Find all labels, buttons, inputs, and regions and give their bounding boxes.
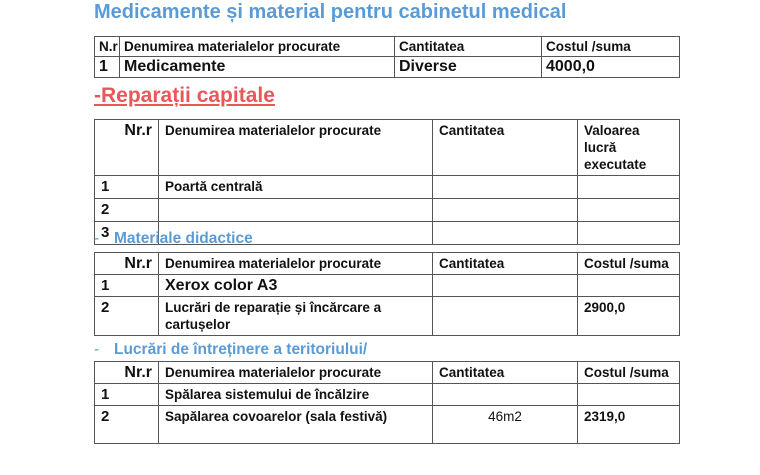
section-title-intretinere [94, 341, 367, 359]
cell-cost: 2900,0 [578, 297, 680, 336]
section-title-medicamente: Medicamente și material pentru cabinetul medical [94, 1, 567, 23]
cell-cost [578, 384, 680, 406]
cell-nr: 2 [95, 406, 159, 444]
cell-cost [578, 275, 680, 297]
section-title-didactice [94, 230, 253, 248]
section-title-text: Lucrări de întreținere a teritoriului/ [114, 341, 368, 358]
cell-nr: 2 [95, 199, 159, 222]
header-denumirea: Denumirea materialelor procurate [159, 120, 433, 176]
cell-nr: 1 [95, 176, 159, 199]
cell-qty [433, 384, 578, 406]
header-nr: Nr.r [95, 120, 159, 176]
table-intretinere [94, 361, 680, 444]
cell-qty: Diverse [395, 57, 542, 78]
cell-nr: 2 [95, 297, 159, 336]
cell-qty [433, 275, 578, 297]
cell-cost: 4000,0 [542, 57, 680, 78]
table-row [95, 384, 680, 406]
cell-cost [578, 199, 680, 222]
cell-cost: 2319,0 [578, 406, 680, 444]
header-cantitatea: Cantitatea [433, 120, 578, 176]
table-row [95, 275, 680, 297]
cell-qty [433, 297, 578, 336]
header-cantitatea: Cantitatea [433, 253, 578, 275]
cell-qty [433, 176, 578, 199]
table-row [95, 176, 680, 199]
cell-name: Xerox color A3 [159, 275, 433, 297]
cell-cost [578, 222, 680, 245]
cell-name: Spălarea sistemului de încălzire [159, 384, 433, 406]
table-header-row [95, 37, 680, 57]
table-row [95, 199, 680, 222]
header-valoarea: Valoarea lucră executate [578, 120, 680, 176]
cell-nr: 3 [95, 222, 159, 245]
table-header-row [95, 362, 680, 384]
table-header-row [95, 253, 680, 275]
table-row [95, 406, 680, 444]
cell-name: Poartă centrală [159, 176, 433, 199]
cell-qty [433, 199, 578, 222]
table-didactice [94, 252, 680, 336]
cell-cost [578, 176, 680, 199]
header-denumirea: Denumirea materialelor procurate [120, 37, 395, 57]
cell-qty: 46m2 [433, 406, 578, 444]
header-cost: Costul /suma [578, 253, 680, 275]
header-cost: Costul /suma [542, 37, 680, 57]
section-title-text: Materiale didactice [114, 230, 253, 247]
cell-name: Medicamente [120, 57, 395, 78]
cell-nr: 1 [95, 275, 159, 297]
header-nr: Nr.r [95, 253, 159, 275]
header-nr: N.r [95, 37, 120, 57]
section-dash: - [94, 230, 100, 247]
table-header-row [95, 120, 680, 176]
section-title-reparatii: -Reparații capitale [94, 84, 275, 107]
header-nr: Nr.r [95, 362, 159, 384]
header-cantitatea: Cantitatea [395, 37, 542, 57]
header-cantitatea: Cantitatea [433, 362, 578, 384]
header-denumirea: Denumirea materialelor procurate [159, 253, 433, 275]
table-row [95, 297, 680, 336]
table-medicamente [94, 36, 680, 78]
cell-nr: 1 [95, 57, 120, 78]
cell-name [159, 199, 433, 222]
cell-nr: 1 [95, 384, 159, 406]
cell-qty [433, 222, 578, 245]
header-cost: Costul /suma [578, 362, 680, 384]
section-dash: - [94, 341, 100, 358]
cell-name: Lucrări de reparație și încărcare a cartușelor [159, 297, 433, 336]
table-row [95, 57, 680, 78]
cell-name: Sapălarea covoarelor (sala festivă) [159, 406, 433, 444]
table-reparatii [94, 119, 680, 245]
header-denumirea: Denumirea materialelor procurate [159, 362, 433, 384]
